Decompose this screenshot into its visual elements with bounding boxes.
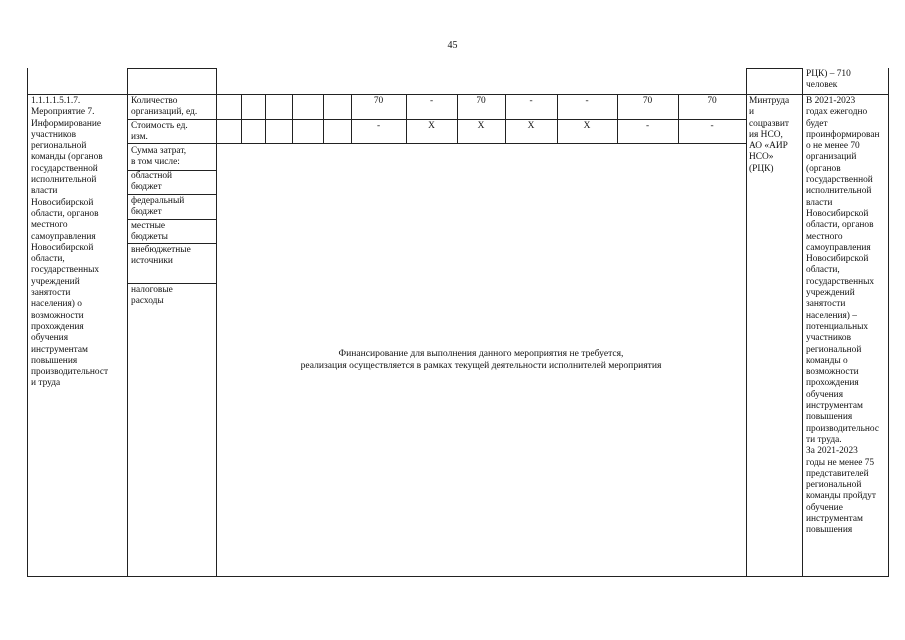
table-rule xyxy=(241,94,242,143)
unit-cost-label: Стоимость ед. изм. xyxy=(131,121,188,143)
table-rule xyxy=(127,283,216,284)
table-rule xyxy=(265,94,266,143)
quantity-value: 70 xyxy=(373,96,384,106)
quantity-value: - xyxy=(429,96,434,106)
executors: Минтруда и соцразвит ия НСО, АО «АИР НСО» (РЦК) xyxy=(749,96,790,174)
table-rule xyxy=(127,219,216,220)
table-rule xyxy=(802,68,803,577)
quantity-value: - xyxy=(529,96,533,106)
page-number: 45 xyxy=(447,40,458,51)
quantity-value: 70 xyxy=(476,96,486,106)
unit-cost-value: X xyxy=(527,121,535,131)
tax-expenditures-label: налоговые расходы xyxy=(131,285,173,307)
expected-result: В 2021-2023 годах ежегодно будет проинформирован о не менее 70 организаций (органов государственной исполнительной власти Новосибирской области, органов местного самоуправления Новосибирской области, государственных учреждений занятости населения) – потенциальных участников региональной команды о возможности прохождения обучения инструментам повышения производительнос ти труда. За 2021-2023 годы не менее 75 представителей региональной команды пройдут обучение инструментам повышения xyxy=(806,96,880,536)
result-continued: РЦК) – 710 человек xyxy=(806,69,851,91)
local-budgets-label: местные бюджеты xyxy=(131,221,168,243)
measure-title: 1.1.1.1.5.1.7. Мероприятие 7. Информирование участников региональной команды (органов государственной исполнительной власти Новосибирской области, органов местного самоуправления Новосибирской области, государственных учреждений занятости населения) о возможности прохождения обучения инструментам повышения производительност и труда xyxy=(31,96,109,389)
table-rule xyxy=(27,576,889,577)
quantity-value: - xyxy=(585,96,589,106)
unit-cost-value: X xyxy=(477,121,485,131)
table-rule xyxy=(127,119,746,120)
table-rule xyxy=(888,68,889,577)
unit-cost-value: X xyxy=(583,121,591,131)
extrabudgetary-label: внебюджетные источники xyxy=(131,245,191,267)
regional-budget-label: областной бюджет xyxy=(131,171,173,193)
table-rule xyxy=(292,94,293,143)
total-cost-label: Сумма затрат, в том числе: xyxy=(131,146,187,168)
unit-cost-value: - xyxy=(645,121,650,131)
unit-cost-value: - xyxy=(376,121,381,131)
table-rule xyxy=(323,94,324,143)
quantity-label: Количество организаций, ед. xyxy=(131,96,198,118)
federal-budget-label: федеральный бюджет xyxy=(131,196,185,218)
unit-cost-value: X xyxy=(428,121,435,131)
quantity-value: 70 xyxy=(642,96,653,106)
table-rule xyxy=(127,68,216,69)
table-rule xyxy=(127,194,216,195)
table-rule xyxy=(27,94,889,95)
table-rule xyxy=(746,68,747,577)
table-rule xyxy=(27,68,28,577)
table-rule xyxy=(127,143,746,144)
table-rule xyxy=(746,68,802,69)
table-rule xyxy=(216,68,217,577)
quantity-value: 70 xyxy=(707,96,717,106)
unit-cost-value: - xyxy=(710,121,714,131)
table-rule xyxy=(127,68,128,577)
funding-note: Финансирование для выполнения данного мероприятия не требуется, реализация осуществляется в рамках текущей деятельности исполнителей мероприятия xyxy=(300,348,662,371)
